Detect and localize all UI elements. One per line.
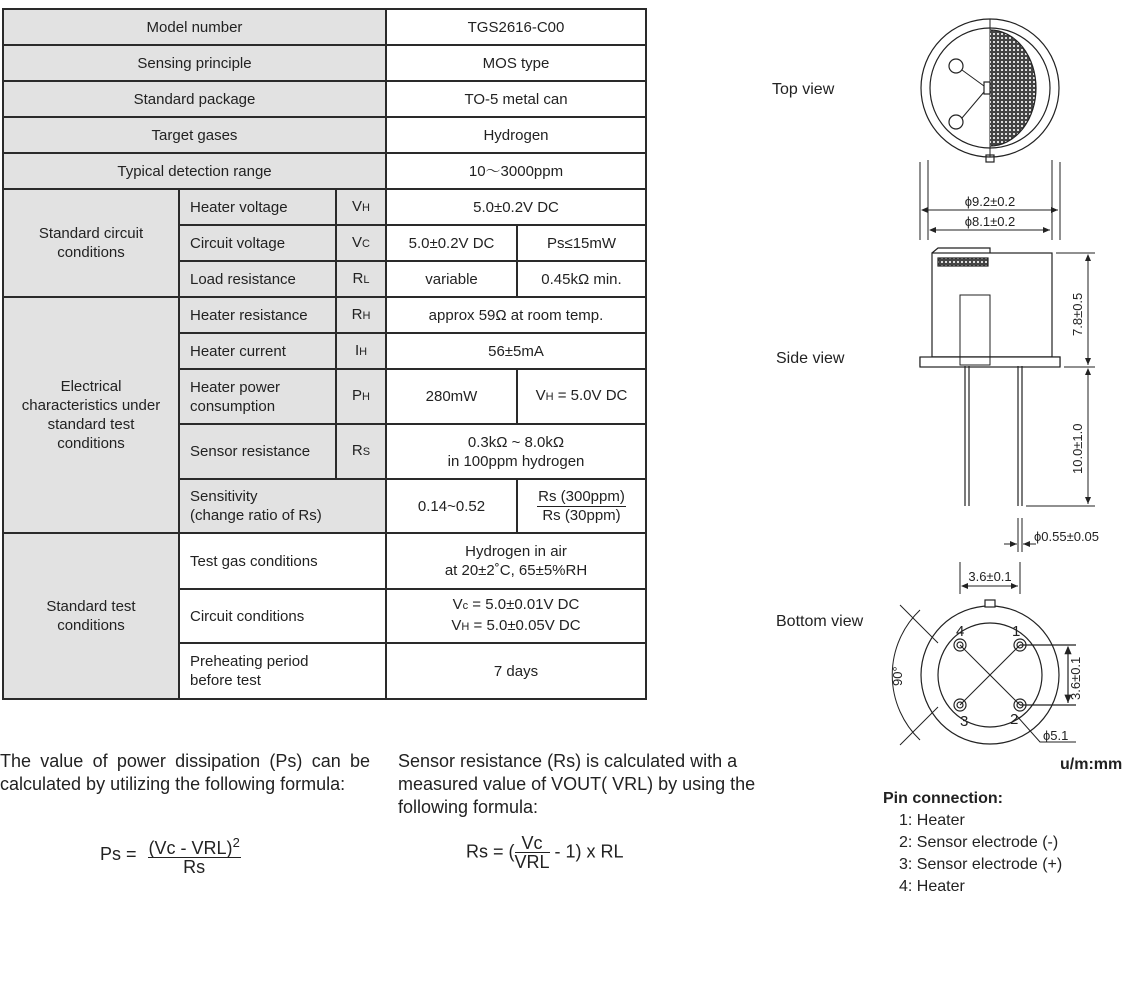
heater-resistance-symbol: RH (336, 297, 386, 333)
heater-power-symbol: PH (336, 369, 386, 424)
circle-diameter-dim: ϕ5.1 (1043, 728, 1069, 743)
target-gases-value: Hydrogen (386, 117, 646, 153)
test-gas-value: Hydrogen in air at 20±2˚C, 65±5%RH (386, 533, 646, 589)
sensing-principle-value: MOS type (386, 45, 646, 81)
electrical-characteristics-group: Electrical characteristics under standard test conditions (3, 297, 179, 533)
pin-connection-title: Pin connection: (883, 790, 1003, 807)
load-resistance-value: variable (386, 261, 517, 297)
sensitivity-label: Sensitivity (change ratio of Rs) (179, 479, 386, 533)
preheating-label: Preheating period before test (179, 643, 386, 699)
target-gases-label: Target gases (3, 117, 386, 153)
standard-package-value: TO-5 metal can (386, 81, 646, 117)
sensor-resistance-symbol: RS (336, 424, 386, 479)
spec-table (2, 8, 647, 700)
pitch-v-dim: 3.6±0.1 (1068, 656, 1083, 700)
sensitivity-ratio: $\frac{\text{Rs (300ppm)}}{\text{Rs (30ppm)}}$ (517, 479, 646, 533)
pin-item: 3: Sensor electrode (+) (899, 856, 1063, 873)
circuit-conditions-label: Circuit conditions (179, 589, 386, 643)
heater-voltage-value: 5.0±0.2V DC (386, 189, 646, 225)
heater-voltage-symbol: VH (336, 189, 386, 225)
circuit-voltage-value: 5.0±0.2V DC (386, 225, 517, 261)
ps-formula: Ps = $\frac{(Vc - VRL)^2}{Rs}$ (100, 835, 240, 877)
load-resistance-min: 0.45kΩ min. (517, 261, 646, 297)
sensor-resistance-label: Sensor resistance (179, 424, 336, 479)
pin-item: 1: Heater (899, 812, 965, 829)
pin-3-label: 3 (960, 713, 969, 730)
side-view-label: Side view (776, 350, 845, 367)
unit-label: u/m:mm (1060, 756, 1123, 773)
sensitivity-value: 0.14~0.52 (386, 479, 517, 533)
heater-current-value: 56±5mA (386, 333, 646, 369)
pin-4-label: 4 (956, 623, 965, 640)
body-height-dim: 7.8±0.5 (1070, 292, 1085, 336)
angle-dim: 90° (890, 666, 905, 686)
detection-range-label: Typical detection range (3, 153, 386, 189)
pin-1-label: 1 (1012, 623, 1021, 640)
model-number-label: Model number (3, 9, 386, 45)
pitch-h-dim: 3.6±0.1 (968, 569, 1012, 584)
pin-2-label: 2 (1010, 711, 1019, 728)
load-resistance-symbol: RL (336, 261, 386, 297)
heater-resistance-value: approx 59Ω at room temp. (386, 297, 646, 333)
test-conditions-group: Standard test conditions (3, 533, 179, 699)
model-number-value: TGS2616-C00 (386, 9, 646, 45)
heater-power-label: Heater power consumption (179, 369, 336, 424)
pin-diameter-dim: ϕ0.55±0.05 (1034, 529, 1100, 544)
pin-connection-list (883, 788, 1062, 898)
bottom-view-drawing (892, 600, 1076, 745)
heater-voltage-label: Heater voltage (179, 189, 336, 225)
heater-resistance-label: Heater resistance (179, 297, 336, 333)
standard-package-label: Standard package (3, 81, 386, 117)
sensor-resistance-text: Sensor resistance (Rs) is calculated with a measured value of VOUT( VRL) by using the following formula: (398, 751, 756, 817)
preheating-value: 7 days (386, 643, 646, 699)
detection-range-value: 10～3000ppm (386, 153, 646, 189)
outer-diameter-dim: ϕ9.2±0.2 (964, 194, 1016, 209)
top-view-drawing (921, 19, 1059, 162)
circuit-voltage-symbol: VC (336, 225, 386, 261)
heater-current-symbol: IH (336, 333, 386, 369)
sensor-resistance-value: 0.3kΩ ~ 8.0kΩ in 100ppm hydrogen (386, 424, 646, 479)
heater-power-value: 280mW (386, 369, 517, 424)
lead-length-dim: 10.0±1.0 (1070, 423, 1085, 474)
sensing-principle-label: Sensing principle (3, 45, 386, 81)
test-gas-label: Test gas conditions (179, 533, 386, 589)
heater-power-condition: VH = 5.0V DC (517, 369, 646, 424)
inner-diameter-dim: ϕ8.1±0.2 (964, 214, 1016, 229)
heater-current-label: Heater current (179, 333, 336, 369)
pin-diameter-dimension (1004, 518, 1036, 552)
sensor-dimension-drawing (880, 0, 1146, 760)
pin-item: 4: Heater (899, 878, 965, 895)
top-view-label: Top view (772, 81, 835, 98)
side-view-drawing (920, 248, 1060, 506)
load-resistance-label: Load resistance (179, 261, 336, 297)
rs-formula: Rs = ( $\frac{Vc}{\text{VRL}}$ - 1) x RL (466, 833, 624, 872)
pin-item: 2: Sensor electrode (-) (899, 834, 1059, 851)
circuit-voltage-label: Circuit voltage (179, 225, 336, 261)
circuit-voltage-power: Ps≤15mW (517, 225, 646, 261)
circuit-conditions-group: Standard circuit conditions (3, 189, 179, 297)
bottom-view-label: Bottom view (776, 613, 864, 630)
circuit-conditions-value: Vc = 5.0±0.01V DC VH = 5.0±0.05V DC (386, 589, 646, 643)
power-dissipation-text: The value of power dissipation (Ps) can be calculated by utilizing the following formula: (0, 751, 370, 794)
